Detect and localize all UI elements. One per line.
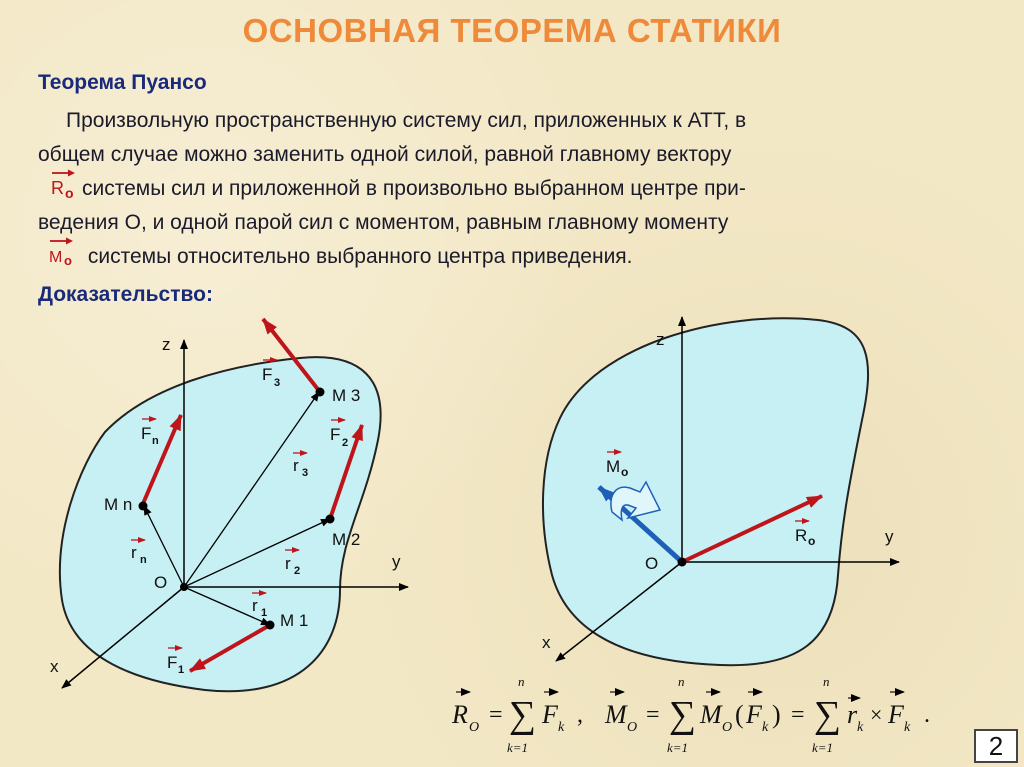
formula-main-moment	[604, 674, 930, 755]
svg-text:F: F	[141, 424, 152, 443]
svg-text:n: n	[518, 674, 525, 689]
svg-text:∑: ∑	[509, 694, 537, 736]
right-x-label: x	[542, 633, 551, 652]
paragraph-line-2: общем случае можно заменить одной силой, равной главному вектору	[38, 143, 732, 166]
slide-title: ОСНОВНАЯ ТЕОРЕМА СТАТИКИ	[242, 12, 782, 49]
svg-text:R: R	[795, 526, 808, 545]
inline-m-sub: o	[64, 253, 72, 268]
paragraph-line-3-text: системы сил и приложенной в произвольно выбранном центре при-	[82, 177, 746, 200]
svg-text:3: 3	[274, 377, 281, 389]
svg-text:O: O	[627, 720, 638, 735]
left-z-label: z	[162, 335, 171, 354]
point-m3	[316, 388, 325, 397]
right-z-label: z	[656, 330, 665, 349]
svg-text:r: r	[252, 596, 258, 615]
theorem-heading: Теорема Пуансо	[38, 71, 207, 94]
svg-text:F: F	[888, 700, 904, 729]
svg-text:R: R	[452, 700, 468, 729]
svg-text:F: F	[167, 653, 178, 672]
proof-heading: Доказательство:	[38, 283, 213, 306]
right-origin-label: O	[645, 554, 659, 573]
inline-m-letter: M	[49, 249, 63, 266]
svg-text:n: n	[152, 435, 159, 447]
svg-text:=: =	[791, 702, 805, 728]
svg-text:n: n	[140, 554, 147, 566]
label-m2: M 2	[332, 530, 361, 549]
inline-r-letter: R	[51, 178, 64, 198]
svg-text:k=1: k=1	[507, 740, 529, 755]
svg-text:r: r	[293, 456, 299, 475]
paragraph-line-5-text: системы относительно выбранного центра приведения.	[87, 245, 633, 268]
svg-text:r: r	[285, 554, 291, 573]
svg-text:k: k	[558, 720, 565, 735]
point-m2	[326, 515, 335, 524]
paragraph-line-4: ведения О, и одной парой сил с моментом, равным главному моменту	[38, 211, 729, 234]
svg-text:k=1: k=1	[812, 740, 834, 755]
svg-text:O: O	[469, 720, 480, 735]
right-rigid-body	[543, 318, 868, 665]
svg-text:2: 2	[342, 437, 349, 449]
right-y-label: y	[885, 527, 894, 546]
left-y-label: y	[392, 552, 401, 571]
svg-text:(: (	[735, 700, 744, 729]
svg-text:r: r	[131, 543, 137, 562]
svg-text:∑: ∑	[669, 694, 697, 736]
formula-resultant	[451, 674, 583, 755]
svg-text:o: o	[621, 465, 629, 479]
left-rigid-body	[60, 357, 381, 691]
svg-text:F: F	[262, 365, 273, 384]
svg-text:O: O	[722, 720, 733, 735]
svg-text:r: r	[847, 700, 858, 729]
svg-text:∑: ∑	[814, 694, 842, 736]
left-origin-label: O	[154, 573, 168, 592]
svg-text:n: n	[678, 674, 685, 689]
svg-text:3: 3	[302, 467, 309, 479]
svg-text:M: M	[700, 700, 722, 729]
svg-text:=: =	[489, 702, 503, 728]
svg-text:=: =	[646, 702, 660, 728]
right-origin-point	[678, 558, 687, 567]
inline-r-sub: o	[65, 185, 74, 201]
label-m1: M 1	[280, 611, 309, 630]
left-origin-point	[180, 583, 188, 591]
svg-text:1: 1	[178, 664, 185, 676]
svg-text:F: F	[542, 700, 558, 729]
svg-text:M: M	[605, 700, 627, 729]
svg-text:,: ,	[577, 702, 583, 728]
svg-text:k=1: k=1	[667, 740, 689, 755]
svg-text:): )	[772, 700, 781, 729]
point-m1	[266, 621, 275, 630]
left-figure	[50, 319, 408, 691]
page-number: 2	[974, 729, 1018, 763]
paragraph-line-1: Произвольную пространственную систему сил, приложенных к АТТ, в	[66, 109, 747, 132]
svg-text:k: k	[762, 720, 769, 735]
svg-text:o: o	[808, 534, 816, 548]
svg-text:M: M	[606, 457, 621, 476]
svg-text:×: ×	[870, 702, 883, 727]
svg-text:F: F	[746, 700, 762, 729]
point-mn	[139, 502, 148, 511]
label-m3: M 3	[332, 386, 361, 405]
svg-text:F: F	[330, 425, 341, 444]
svg-text:k: k	[857, 720, 864, 735]
svg-text:.: .	[924, 702, 930, 728]
svg-text:1: 1	[261, 607, 268, 619]
formula	[451, 674, 930, 755]
svg-text:2: 2	[294, 565, 301, 577]
label-mn: M n	[104, 495, 133, 514]
right-figure	[542, 317, 899, 665]
svg-text:k: k	[904, 720, 911, 735]
left-x-label: x	[50, 657, 59, 676]
svg-text:n: n	[823, 674, 830, 689]
